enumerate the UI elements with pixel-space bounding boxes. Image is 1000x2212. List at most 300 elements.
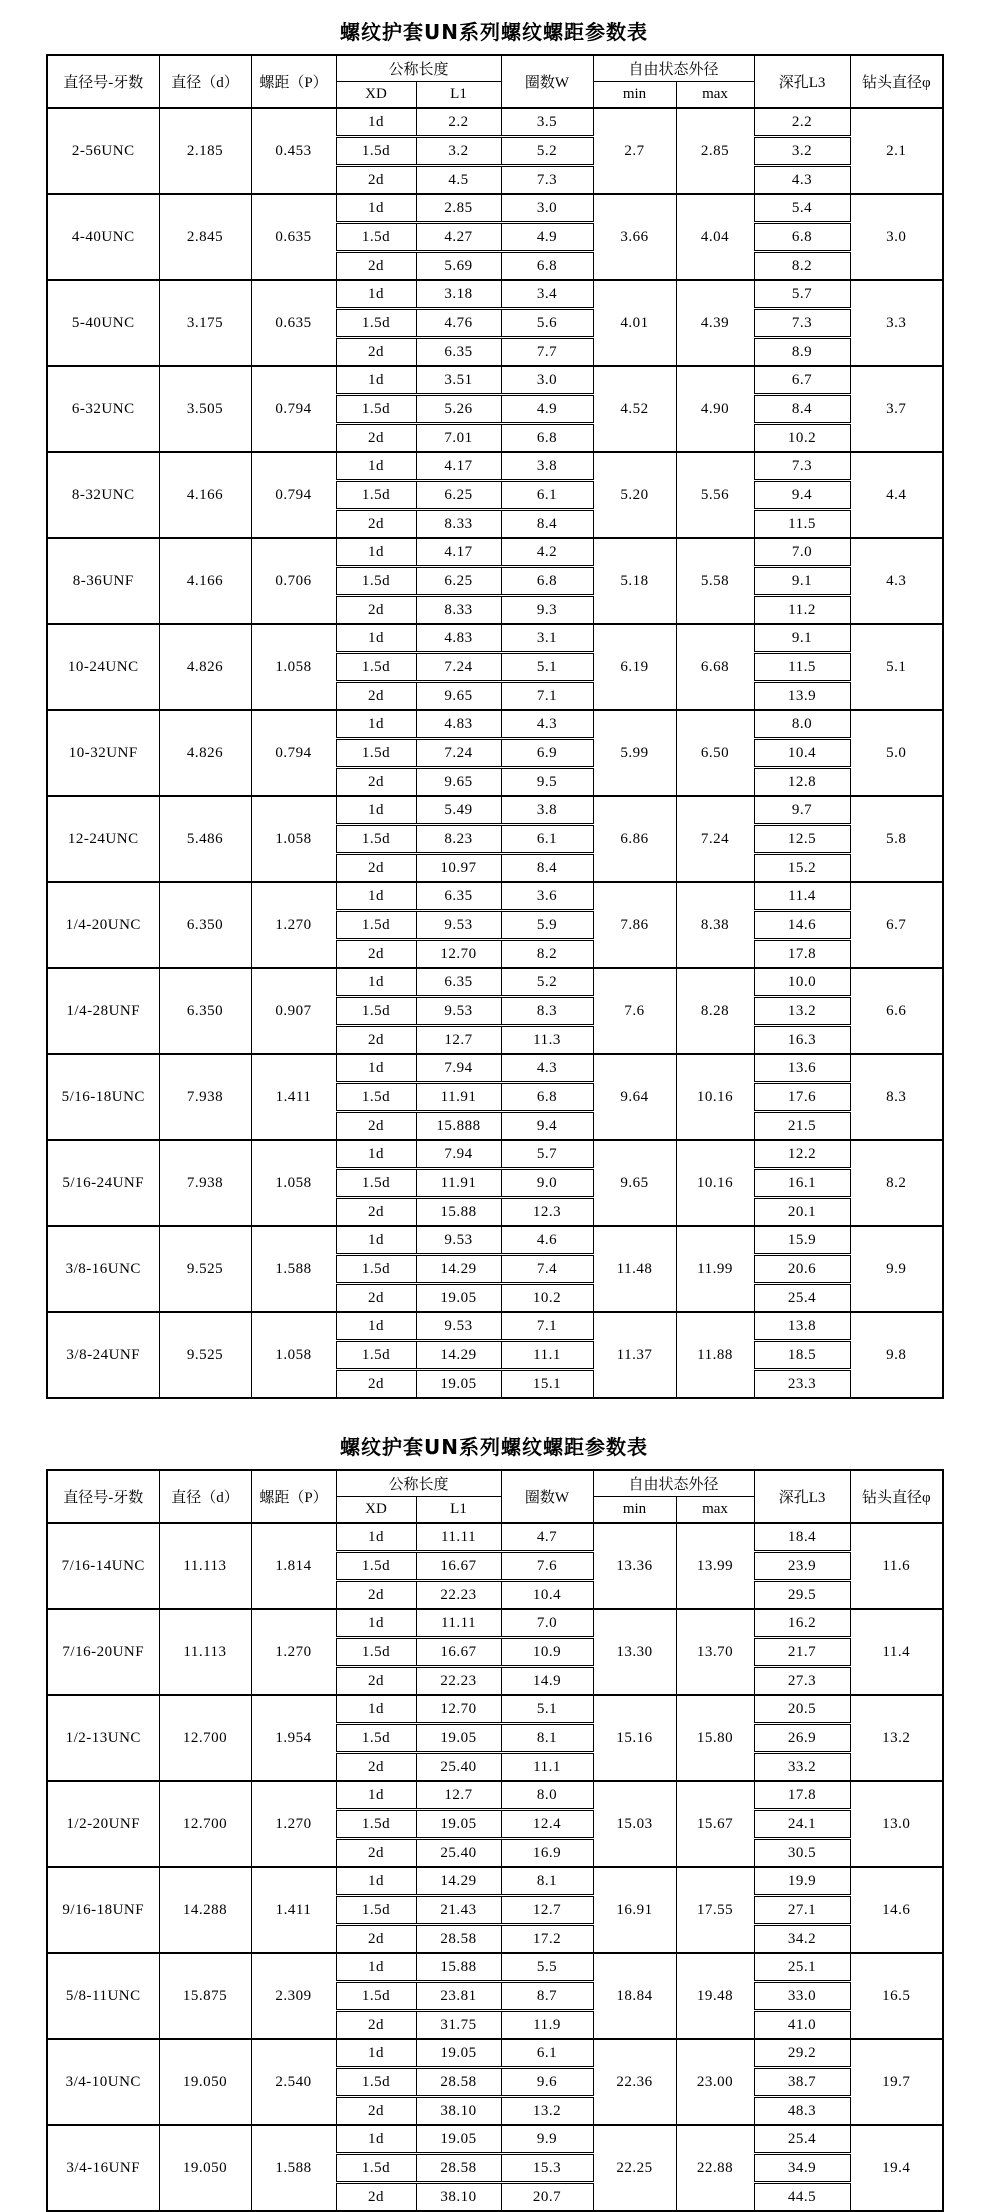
deep-hole-cell: 8.0 (754, 710, 850, 739)
deep-hole-cell: 4.3 (754, 166, 850, 195)
xd-length-cell: 1d (336, 1226, 416, 1255)
diameter-cell: 7.938 (159, 1054, 251, 1140)
xd-length-cell: 1.5d (336, 1638, 416, 1667)
turns-cell: 9.4 (501, 1112, 593, 1141)
turns-cell: 14.9 (501, 1667, 593, 1696)
deep-hole-cell: 10.2 (754, 424, 850, 453)
diameter-cell: 4.826 (159, 710, 251, 796)
table-title: 螺纹护套UN系列螺纹螺距参数表 (340, 1435, 648, 1459)
xd-length-cell: 1d (336, 796, 416, 825)
deep-hole-cell: 21.5 (754, 1112, 850, 1141)
l1-length-cell: 16.67 (416, 1638, 501, 1667)
deep-hole-cell: 30.5 (754, 1839, 850, 1868)
l1-length-cell: 19.05 (416, 1724, 501, 1753)
xd-length-cell: 1d (336, 108, 416, 137)
deep-hole-cell: 26.9 (754, 1724, 850, 1753)
l1-length-cell: 8.33 (416, 510, 501, 539)
deep-hole-cell: 34.9 (754, 2154, 850, 2183)
header-min: min (593, 82, 676, 109)
xd-length-cell: 2d (336, 1026, 416, 1055)
pitch-cell: 1.270 (251, 882, 336, 968)
pitch-cell: 1.588 (251, 1226, 336, 1312)
deep-hole-cell: 16.3 (754, 1026, 850, 1055)
spec-cell: 12-24UNC (47, 796, 159, 882)
deep-hole-cell: 6.7 (754, 366, 850, 395)
table-row (47, 366, 943, 395)
drill-diameter-cell: 11.4 (850, 1609, 943, 1695)
diameter-cell: 6.350 (159, 882, 251, 968)
turns-cell: 8.2 (501, 940, 593, 969)
xd-length-cell: 2d (336, 1112, 416, 1141)
xd-length-cell: 2d (336, 596, 416, 625)
od-max-cell: 6.68 (676, 624, 754, 710)
xd-length-cell: 2d (336, 2183, 416, 2212)
drill-diameter-cell: 5.8 (850, 796, 943, 882)
table-row (47, 194, 943, 223)
spec-cell: 5/8-11UNC (47, 1953, 159, 2039)
table-row (47, 710, 943, 739)
deep-hole-cell: 21.7 (754, 1638, 850, 1667)
deep-hole-cell: 15.9 (754, 1226, 850, 1255)
header-diameter: 直径（d） (159, 1470, 251, 1523)
xd-length-cell: 1d (336, 710, 416, 739)
diameter-cell: 2.185 (159, 108, 251, 194)
turns-cell: 7.0 (501, 1609, 593, 1638)
l1-length-cell: 25.40 (416, 1753, 501, 1782)
diameter-cell: 6.350 (159, 968, 251, 1054)
l1-length-cell: 6.25 (416, 481, 501, 510)
od-max-cell: 7.24 (676, 796, 754, 882)
table-row (47, 1781, 943, 1810)
deep-hole-cell: 34.2 (754, 1925, 850, 1954)
xd-length-cell: 1.5d (336, 2068, 416, 2097)
pitch-cell: 0.794 (251, 366, 336, 452)
deep-hole-cell: 16.1 (754, 1169, 850, 1198)
table-body (47, 1523, 943, 2211)
l1-length-cell: 7.01 (416, 424, 501, 453)
deep-hole-cell: 18.5 (754, 1341, 850, 1370)
turns-cell: 5.1 (501, 653, 593, 682)
turns-cell: 10.2 (501, 1284, 593, 1313)
pitch-cell: 0.453 (251, 108, 336, 194)
l1-length-cell: 9.53 (416, 1226, 501, 1255)
turns-cell: 3.5 (501, 108, 593, 137)
deep-hole-cell: 8.2 (754, 252, 850, 281)
table-row (47, 1226, 943, 1255)
od-min-cell: 9.65 (593, 1140, 676, 1226)
l1-length-cell: 14.29 (416, 1341, 501, 1370)
turns-cell: 8.7 (501, 1982, 593, 2011)
diameter-cell: 3.175 (159, 280, 251, 366)
l1-length-cell: 7.94 (416, 1140, 501, 1169)
turns-cell: 6.8 (501, 252, 593, 281)
turns-cell: 6.8 (501, 1083, 593, 1112)
deep-hole-cell: 20.5 (754, 1695, 850, 1724)
deep-hole-cell: 17.6 (754, 1083, 850, 1112)
l1-length-cell: 15.888 (416, 1112, 501, 1141)
l1-length-cell: 4.5 (416, 166, 501, 195)
spec-cell: 8-32UNC (47, 452, 159, 538)
turns-cell: 9.6 (501, 2068, 593, 2097)
spec-cell: 1/4-28UNF (47, 968, 159, 1054)
header-nominal-length: 公称长度 (336, 55, 501, 82)
deep-hole-cell: 17.8 (754, 940, 850, 969)
deep-hole-cell: 11.4 (754, 882, 850, 911)
spec-cell: 5/16-24UNF (47, 1140, 159, 1226)
od-min-cell: 15.03 (593, 1781, 676, 1867)
deep-hole-cell: 2.2 (754, 108, 850, 137)
l1-length-cell: 19.05 (416, 1810, 501, 1839)
turns-cell: 6.1 (501, 481, 593, 510)
turns-cell: 16.9 (501, 1839, 593, 1868)
turns-cell: 11.3 (501, 1026, 593, 1055)
drill-diameter-cell: 19.4 (850, 2125, 943, 2211)
header-nominal-length: 公称长度 (336, 1470, 501, 1497)
pitch-cell: 1.058 (251, 796, 336, 882)
deep-hole-cell: 33.0 (754, 1982, 850, 2011)
od-max-cell: 13.99 (676, 1523, 754, 1609)
drill-diameter-cell: 13.2 (850, 1695, 943, 1781)
table-row (47, 2039, 943, 2068)
xd-length-cell: 2d (336, 1667, 416, 1696)
turns-cell: 3.0 (501, 194, 593, 223)
xd-length-cell: 1.5d (336, 739, 416, 768)
turns-cell: 8.3 (501, 997, 593, 1026)
turns-cell: 11.9 (501, 2011, 593, 2040)
deep-hole-cell: 29.2 (754, 2039, 850, 2068)
diameter-cell: 4.826 (159, 624, 251, 710)
l1-length-cell: 9.53 (416, 911, 501, 940)
turns-cell: 7.1 (501, 682, 593, 711)
drill-diameter-cell: 4.3 (850, 538, 943, 624)
drill-diameter-cell: 13.0 (850, 1781, 943, 1867)
xd-length-cell: 1d (336, 624, 416, 653)
turns-cell: 7.7 (501, 338, 593, 367)
header-pitch: 螺距（P） (251, 1470, 336, 1523)
turns-cell: 4.9 (501, 223, 593, 252)
od-min-cell: 3.66 (593, 194, 676, 280)
turns-cell: 15.3 (501, 2154, 593, 2183)
xd-length-cell: 1d (336, 280, 416, 309)
l1-length-cell: 7.94 (416, 1054, 501, 1083)
deep-hole-cell: 25.1 (754, 1953, 850, 1982)
deep-hole-cell: 38.7 (754, 2068, 850, 2097)
l1-length-cell: 14.29 (416, 1867, 501, 1896)
pitch-cell: 1.270 (251, 1609, 336, 1695)
xd-length-cell: 2d (336, 424, 416, 453)
drill-diameter-cell: 3.3 (850, 280, 943, 366)
od-min-cell: 18.84 (593, 1953, 676, 2039)
od-max-cell: 17.55 (676, 1867, 754, 1953)
table-header (47, 55, 943, 108)
table-row (47, 796, 943, 825)
turns-cell: 5.6 (501, 309, 593, 338)
pitch-cell: 2.309 (251, 1953, 336, 2039)
l1-length-cell: 11.11 (416, 1523, 501, 1552)
turns-cell: 9.3 (501, 596, 593, 625)
deep-hole-cell: 5.7 (754, 280, 850, 309)
spec-cell: 3/8-24UNF (47, 1312, 159, 1398)
od-min-cell: 13.36 (593, 1523, 676, 1609)
l1-length-cell: 31.75 (416, 2011, 501, 2040)
turns-cell: 11.1 (501, 1341, 593, 1370)
drill-diameter-cell: 5.0 (850, 710, 943, 796)
diameter-cell: 3.505 (159, 366, 251, 452)
drill-diameter-cell: 2.1 (850, 108, 943, 194)
xd-length-cell: 1d (336, 1695, 416, 1724)
od-max-cell: 13.70 (676, 1609, 754, 1695)
diameter-cell: 9.525 (159, 1312, 251, 1398)
drill-diameter-cell: 11.6 (850, 1523, 943, 1609)
deep-hole-cell: 27.1 (754, 1896, 850, 1925)
deep-hole-cell: 8.4 (754, 395, 850, 424)
deep-hole-cell: 11.5 (754, 510, 850, 539)
pitch-cell: 0.635 (251, 280, 336, 366)
xd-length-cell: 2d (336, 166, 416, 195)
drill-diameter-cell: 3.0 (850, 194, 943, 280)
header-spec: 直径号-牙数 (47, 55, 159, 108)
pitch-cell: 1.058 (251, 1312, 336, 1398)
l1-length-cell: 25.40 (416, 1839, 501, 1868)
od-max-cell: 6.50 (676, 710, 754, 796)
pitch-cell: 1.411 (251, 1054, 336, 1140)
od-min-cell: 13.30 (593, 1609, 676, 1695)
table-row (47, 1312, 943, 1341)
deep-hole-cell: 16.2 (754, 1609, 850, 1638)
header-xd: XD (336, 1497, 416, 1524)
l1-length-cell: 28.58 (416, 1925, 501, 1954)
xd-length-cell: 2d (336, 1581, 416, 1610)
od-min-cell: 15.16 (593, 1695, 676, 1781)
header-drill-diameter: 钻头直径φ (850, 55, 943, 108)
diameter-cell: 5.486 (159, 796, 251, 882)
xd-length-cell: 2d (336, 940, 416, 969)
xd-length-cell: 1.5d (336, 653, 416, 682)
xd-length-cell: 1.5d (336, 1083, 416, 1112)
l1-length-cell: 3.18 (416, 280, 501, 309)
l1-length-cell: 4.17 (416, 538, 501, 567)
pitch-cell: 1.411 (251, 1867, 336, 1953)
turns-cell: 5.2 (501, 968, 593, 997)
turns-cell: 7.3 (501, 166, 593, 195)
xd-length-cell: 1.5d (336, 137, 416, 166)
deep-hole-cell: 12.5 (754, 825, 850, 854)
xd-length-cell: 2d (336, 2011, 416, 2040)
l1-length-cell: 9.65 (416, 682, 501, 711)
deep-hole-cell: 11.5 (754, 653, 850, 682)
pitch-cell: 0.794 (251, 452, 336, 538)
od-min-cell: 4.52 (593, 366, 676, 452)
deep-hole-cell: 19.9 (754, 1867, 850, 1896)
diameter-cell: 2.845 (159, 194, 251, 280)
od-max-cell: 10.16 (676, 1054, 754, 1140)
turns-cell: 8.4 (501, 854, 593, 883)
drill-diameter-cell: 9.9 (850, 1226, 943, 1312)
deep-hole-cell: 5.4 (754, 194, 850, 223)
spec-cell: 8-36UNF (47, 538, 159, 624)
header-l1: L1 (416, 82, 501, 109)
deep-hole-cell: 20.1 (754, 1198, 850, 1227)
table-row (47, 968, 943, 997)
od-min-cell: 5.20 (593, 452, 676, 538)
turns-cell: 17.2 (501, 1925, 593, 1954)
xd-length-cell: 1d (336, 1054, 416, 1083)
xd-length-cell: 1d (336, 194, 416, 223)
deep-hole-cell: 7.0 (754, 538, 850, 567)
header-free-state-od: 自由状态外径 (593, 1470, 754, 1497)
deep-hole-cell: 25.4 (754, 1284, 850, 1313)
xd-length-cell: 2d (336, 1370, 416, 1399)
deep-hole-cell: 3.2 (754, 137, 850, 166)
xd-length-cell: 1.5d (336, 997, 416, 1026)
xd-length-cell: 1.5d (336, 825, 416, 854)
l1-length-cell: 2.85 (416, 194, 501, 223)
deep-hole-cell: 15.2 (754, 854, 850, 883)
turns-cell: 11.1 (501, 1753, 593, 1782)
xd-length-cell: 1.5d (336, 567, 416, 596)
table-row (47, 1054, 943, 1083)
turns-cell: 12.4 (501, 1810, 593, 1839)
l1-length-cell: 11.91 (416, 1083, 501, 1112)
xd-length-cell: 1.5d (336, 1341, 416, 1370)
spec-cell: 7/16-14UNC (47, 1523, 159, 1609)
xd-length-cell: 2d (336, 1198, 416, 1227)
od-min-cell: 4.01 (593, 280, 676, 366)
drill-diameter-cell: 16.5 (850, 1953, 943, 2039)
l1-length-cell: 5.49 (416, 796, 501, 825)
xd-length-cell: 1d (336, 2039, 416, 2068)
l1-length-cell: 14.29 (416, 1255, 501, 1284)
drill-diameter-cell: 14.6 (850, 1867, 943, 1953)
table-row (47, 1953, 943, 1982)
spec-cell: 3/4-10UNC (47, 2039, 159, 2125)
xd-length-cell: 2d (336, 854, 416, 883)
table-row (47, 882, 943, 911)
spec-cell: 2-56UNC (47, 108, 159, 194)
l1-length-cell: 2.2 (416, 108, 501, 137)
od-min-cell: 7.6 (593, 968, 676, 1054)
deep-hole-cell: 18.4 (754, 1523, 850, 1552)
deep-hole-cell: 23.9 (754, 1552, 850, 1581)
diameter-cell: 12.700 (159, 1695, 251, 1781)
header-free-state-od: 自由状态外径 (593, 55, 754, 82)
xd-length-cell: 1.5d (336, 911, 416, 940)
od-min-cell: 6.86 (593, 796, 676, 882)
l1-length-cell: 15.88 (416, 1953, 501, 1982)
diameter-cell: 19.050 (159, 2039, 251, 2125)
turns-cell: 3.1 (501, 624, 593, 653)
od-max-cell: 8.28 (676, 968, 754, 1054)
xd-length-cell: 1.5d (336, 395, 416, 424)
xd-length-cell: 1d (336, 538, 416, 567)
diameter-cell: 4.166 (159, 452, 251, 538)
xd-length-cell: 1d (336, 366, 416, 395)
xd-length-cell: 1d (336, 1867, 416, 1896)
deep-hole-cell: 41.0 (754, 2011, 850, 2040)
deep-hole-cell: 33.2 (754, 1753, 850, 1782)
turns-cell: 7.4 (501, 1255, 593, 1284)
drill-diameter-cell: 19.7 (850, 2039, 943, 2125)
pitch-cell: 2.540 (251, 2039, 336, 2125)
l1-length-cell: 4.83 (416, 624, 501, 653)
diameter-cell: 7.938 (159, 1140, 251, 1226)
spec-cell: 6-32UNC (47, 366, 159, 452)
pitch-cell: 1.058 (251, 624, 336, 710)
turns-cell: 3.4 (501, 280, 593, 309)
xd-length-cell: 2d (336, 2097, 416, 2126)
spec-cell: 5-40UNC (47, 280, 159, 366)
turns-cell: 4.3 (501, 710, 593, 739)
header-xd: XD (336, 82, 416, 109)
deep-hole-cell: 10.0 (754, 968, 850, 997)
drill-diameter-cell: 5.1 (850, 624, 943, 710)
diameter-cell: 11.113 (159, 1523, 251, 1609)
xd-length-cell: 1.5d (336, 1552, 416, 1581)
l1-length-cell: 15.88 (416, 1198, 501, 1227)
l1-length-cell: 38.10 (416, 2183, 501, 2212)
l1-length-cell: 4.76 (416, 309, 501, 338)
od-min-cell: 22.36 (593, 2039, 676, 2125)
diameter-cell: 12.700 (159, 1781, 251, 1867)
xd-length-cell: 2d (336, 338, 416, 367)
l1-length-cell: 19.05 (416, 2039, 501, 2068)
l1-length-cell: 22.23 (416, 1667, 501, 1696)
l1-length-cell: 6.35 (416, 882, 501, 911)
turns-cell: 6.1 (501, 2039, 593, 2068)
header-deep-hole: 深孔L3 (754, 1470, 850, 1523)
spec-cell: 5/16-18UNC (47, 1054, 159, 1140)
od-min-cell: 7.86 (593, 882, 676, 968)
turns-cell: 20.7 (501, 2183, 593, 2212)
l1-length-cell: 3.2 (416, 137, 501, 166)
spec-cell: 1/4-20UNC (47, 882, 159, 968)
turns-cell: 15.1 (501, 1370, 593, 1399)
turns-cell: 6.8 (501, 424, 593, 453)
od-max-cell: 5.56 (676, 452, 754, 538)
pitch-cell: 1.954 (251, 1695, 336, 1781)
header-max: max (676, 1497, 754, 1524)
deep-hole-cell: 9.7 (754, 796, 850, 825)
xd-length-cell: 1d (336, 882, 416, 911)
spec-cell: 1/2-20UNF (47, 1781, 159, 1867)
l1-length-cell: 28.58 (416, 2068, 501, 2097)
deep-hole-cell: 48.3 (754, 2097, 850, 2126)
l1-length-cell: 38.10 (416, 2097, 501, 2126)
spec-cell: 10-24UNC (47, 624, 159, 710)
turns-cell: 5.5 (501, 1953, 593, 1982)
l1-length-cell: 12.70 (416, 940, 501, 969)
diameter-cell: 4.166 (159, 538, 251, 624)
table-title: 螺纹护套UN系列螺纹螺距参数表 (340, 20, 648, 44)
l1-length-cell: 9.53 (416, 997, 501, 1026)
l1-length-cell: 12.70 (416, 1695, 501, 1724)
drill-diameter-cell: 9.8 (850, 1312, 943, 1398)
l1-length-cell: 11.91 (416, 1169, 501, 1198)
table-row (47, 1867, 943, 1896)
diameter-cell: 9.525 (159, 1226, 251, 1312)
od-min-cell: 11.37 (593, 1312, 676, 1398)
l1-length-cell: 16.67 (416, 1552, 501, 1581)
od-min-cell: 16.91 (593, 1867, 676, 1953)
od-max-cell: 4.04 (676, 194, 754, 280)
l1-length-cell: 23.81 (416, 1982, 501, 2011)
deep-hole-cell: 27.3 (754, 1667, 850, 1696)
drill-diameter-cell: 8.3 (850, 1054, 943, 1140)
deep-hole-cell: 12.8 (754, 768, 850, 797)
od-max-cell: 19.48 (676, 1953, 754, 2039)
pitch-cell: 1.588 (251, 2125, 336, 2211)
turns-cell: 8.4 (501, 510, 593, 539)
